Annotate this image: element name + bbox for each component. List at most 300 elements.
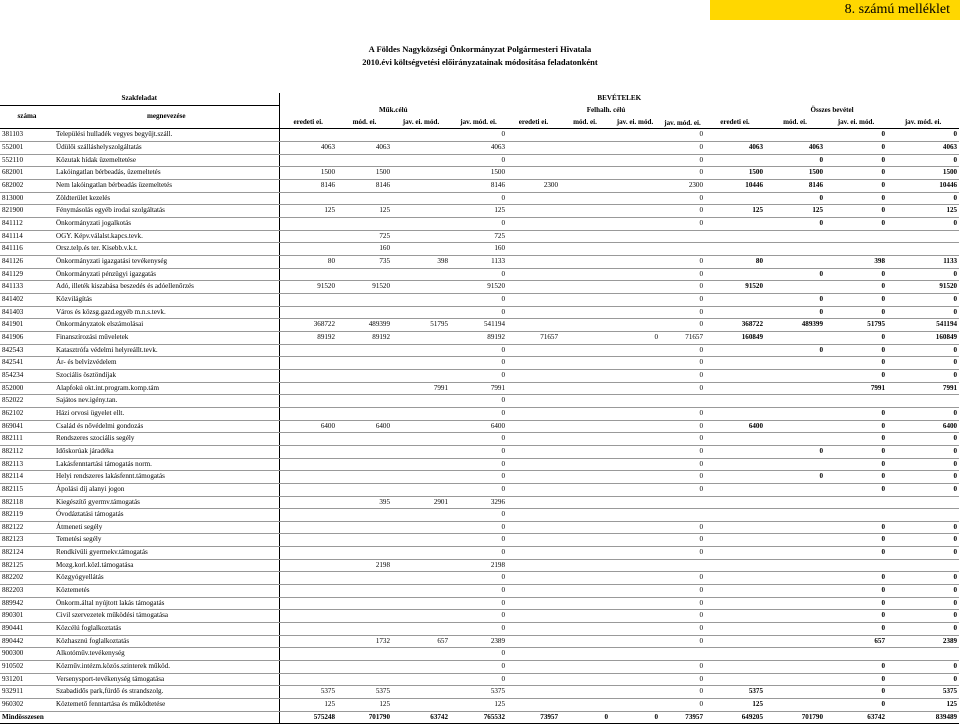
row-value bbox=[279, 483, 337, 496]
row-value bbox=[560, 205, 610, 218]
table-row bbox=[0, 521, 959, 534]
row-value bbox=[337, 534, 392, 547]
total-row bbox=[0, 711, 959, 724]
row-value bbox=[392, 344, 450, 357]
row-value: 0 bbox=[450, 192, 507, 205]
total-value: 73957 bbox=[507, 711, 560, 724]
row-name: Önkormányzati jogalkotás bbox=[54, 218, 279, 231]
table-row bbox=[0, 243, 959, 256]
row-value: 0 bbox=[660, 382, 705, 395]
table-row bbox=[0, 458, 959, 471]
row-value: 0 bbox=[660, 407, 705, 420]
row-value bbox=[705, 635, 765, 648]
row-value: 0 bbox=[887, 192, 959, 205]
row-value: 160 bbox=[450, 243, 507, 256]
row-value bbox=[610, 559, 660, 572]
row-value: 0 bbox=[660, 610, 705, 623]
row-value bbox=[705, 509, 765, 522]
row-name: Átmeneti segély bbox=[54, 521, 279, 534]
row-value: 0 bbox=[660, 205, 705, 218]
row-value bbox=[560, 281, 610, 294]
row-value bbox=[507, 218, 560, 231]
row-value: 0 bbox=[450, 623, 507, 636]
row-value bbox=[660, 559, 705, 572]
table-row bbox=[0, 496, 959, 509]
row-value bbox=[705, 306, 765, 319]
row-value bbox=[560, 521, 610, 534]
row-value bbox=[392, 661, 450, 674]
row-value: 0 bbox=[450, 357, 507, 370]
row-value bbox=[507, 686, 560, 699]
row-value bbox=[392, 509, 450, 522]
row-name: Nem lakóingatlan bérbeadás üzemeltetés bbox=[54, 180, 279, 193]
row-value: 0 bbox=[825, 357, 887, 370]
row-code: 841403 bbox=[0, 306, 54, 319]
row-name: Önkormányzati pénzügyi igazgatás bbox=[54, 268, 279, 281]
table-row bbox=[0, 306, 959, 319]
row-value bbox=[279, 597, 337, 610]
row-value: 0 bbox=[887, 547, 959, 560]
table-row bbox=[0, 142, 959, 155]
row-value: 0 bbox=[825, 458, 887, 471]
table-row bbox=[0, 471, 959, 484]
row-value: 368722 bbox=[705, 319, 765, 332]
row-code: 842541 bbox=[0, 357, 54, 370]
row-value: 541194 bbox=[887, 319, 959, 332]
row-value: 0 bbox=[660, 521, 705, 534]
row-value bbox=[279, 509, 337, 522]
row-name: Szabadidős park,fürdő és strandszolg. bbox=[54, 686, 279, 699]
row-value: 0 bbox=[660, 458, 705, 471]
row-value: 0 bbox=[825, 344, 887, 357]
row-value: 0 bbox=[450, 509, 507, 522]
row-value bbox=[507, 306, 560, 319]
header-col: jav. ei. mód. bbox=[610, 117, 660, 129]
row-value bbox=[705, 547, 765, 560]
table-row bbox=[0, 572, 959, 585]
row-value: 0 bbox=[825, 623, 887, 636]
row-value bbox=[765, 433, 825, 446]
row-code: 910502 bbox=[0, 661, 54, 674]
row-name: Üdülői szálláshelyszolgáltatás bbox=[54, 142, 279, 155]
row-value bbox=[337, 382, 392, 395]
header-col: eredeti ei. bbox=[507, 117, 560, 129]
table-row bbox=[0, 585, 959, 598]
row-value: 0 bbox=[825, 483, 887, 496]
row-value bbox=[610, 243, 660, 256]
row-value: 0 bbox=[825, 142, 887, 155]
row-name: Közhasznú foglalkoztatás bbox=[54, 635, 279, 648]
row-value bbox=[279, 673, 337, 686]
row-value: 0 bbox=[450, 218, 507, 231]
row-value: 7991 bbox=[450, 382, 507, 395]
row-value: 0 bbox=[887, 433, 959, 446]
row-value bbox=[560, 180, 610, 193]
row-value bbox=[765, 395, 825, 408]
row-value bbox=[337, 395, 392, 408]
row-code: 552110 bbox=[0, 154, 54, 167]
row-code: 821900 bbox=[0, 205, 54, 218]
row-value bbox=[560, 471, 610, 484]
row-value bbox=[279, 230, 337, 243]
row-value bbox=[765, 623, 825, 636]
row-value: 0 bbox=[660, 154, 705, 167]
row-value bbox=[279, 648, 337, 661]
row-value bbox=[765, 686, 825, 699]
row-value: 0 bbox=[660, 686, 705, 699]
row-name: Ápolási díj alanyi jogon bbox=[54, 483, 279, 496]
row-value bbox=[765, 635, 825, 648]
row-value bbox=[705, 407, 765, 420]
row-value bbox=[337, 547, 392, 560]
header-col: jav. mód. ei. bbox=[450, 117, 507, 129]
table-row bbox=[0, 268, 959, 281]
row-value bbox=[705, 559, 765, 572]
table-row bbox=[0, 648, 959, 661]
row-value: 657 bbox=[825, 635, 887, 648]
table-row bbox=[0, 281, 959, 294]
row-value: 725 bbox=[450, 230, 507, 243]
row-value: 0 bbox=[660, 344, 705, 357]
row-value bbox=[560, 230, 610, 243]
row-value bbox=[705, 585, 765, 598]
row-value bbox=[279, 534, 337, 547]
row-value bbox=[279, 357, 337, 370]
row-value: 5375 bbox=[337, 686, 392, 699]
table-row bbox=[0, 395, 959, 408]
header-mukcelu: Műk.célú bbox=[378, 106, 408, 115]
row-value bbox=[507, 420, 560, 433]
row-value bbox=[560, 192, 610, 205]
row-value bbox=[610, 319, 660, 332]
row-name: Helyi rendszeres lakásfennt.támogatás bbox=[54, 471, 279, 484]
row-value bbox=[705, 483, 765, 496]
row-value: 125 bbox=[765, 205, 825, 218]
row-value: 0 bbox=[887, 445, 959, 458]
row-code: 841116 bbox=[0, 243, 54, 256]
table-row bbox=[0, 597, 959, 610]
row-value bbox=[392, 597, 450, 610]
row-value: 4063 bbox=[887, 142, 959, 155]
row-value bbox=[610, 357, 660, 370]
row-value bbox=[507, 395, 560, 408]
row-value bbox=[392, 395, 450, 408]
row-name: Önkorm.által nyújtott lakás támogatás bbox=[54, 597, 279, 610]
row-value bbox=[560, 597, 610, 610]
row-value bbox=[560, 369, 610, 382]
row-value bbox=[279, 547, 337, 560]
row-value bbox=[560, 699, 610, 712]
row-value: 2389 bbox=[450, 635, 507, 648]
row-value bbox=[507, 344, 560, 357]
table-row bbox=[0, 218, 959, 231]
row-code: 890301 bbox=[0, 610, 54, 623]
total-value: 765532 bbox=[450, 711, 507, 724]
row-value bbox=[825, 559, 887, 572]
total-value: 0 bbox=[560, 711, 610, 724]
row-name: Közutak hídak üzemeltetése bbox=[54, 154, 279, 167]
row-value: 489399 bbox=[337, 319, 392, 332]
row-value: 0 bbox=[887, 306, 959, 319]
row-value bbox=[610, 205, 660, 218]
total-value: 839489 bbox=[887, 711, 959, 724]
row-value bbox=[337, 369, 392, 382]
row-value bbox=[705, 597, 765, 610]
row-value bbox=[279, 395, 337, 408]
row-value: 0 bbox=[825, 572, 887, 585]
row-value bbox=[610, 661, 660, 674]
row-value: 0 bbox=[825, 281, 887, 294]
row-value: 0 bbox=[450, 154, 507, 167]
row-value bbox=[337, 610, 392, 623]
row-name: Város és közsg.gazd.egyéb m.n.s.tevk. bbox=[54, 306, 279, 319]
header-osszes: Összes bevétel bbox=[810, 106, 854, 115]
row-value bbox=[610, 458, 660, 471]
row-value: 0 bbox=[660, 142, 705, 155]
header-col: jav. ei. mód. bbox=[392, 117, 450, 129]
row-value bbox=[765, 483, 825, 496]
row-value: 0 bbox=[825, 306, 887, 319]
row-code: 841402 bbox=[0, 294, 54, 307]
row-code: 882203 bbox=[0, 585, 54, 598]
row-value bbox=[610, 129, 660, 142]
total-value: 575248 bbox=[279, 711, 337, 724]
row-value: 5375 bbox=[450, 686, 507, 699]
row-name: Orsz.telp.és ter. Kisebb.v.k.t. bbox=[54, 243, 279, 256]
row-value bbox=[392, 281, 450, 294]
row-name: Katasztrófa védelmi helyreállt.tevk. bbox=[54, 344, 279, 357]
row-name: Alapfokú okt.int.program.komp.tám bbox=[54, 382, 279, 395]
row-value: 0 bbox=[887, 673, 959, 686]
row-value bbox=[507, 471, 560, 484]
row-value: 71657 bbox=[660, 331, 705, 344]
row-value bbox=[765, 420, 825, 433]
row-value: 0 bbox=[887, 661, 959, 674]
row-value: 0 bbox=[825, 661, 887, 674]
row-code: 841906 bbox=[0, 331, 54, 344]
table-row bbox=[0, 382, 959, 395]
row-code: 882114 bbox=[0, 471, 54, 484]
row-value: 398 bbox=[825, 256, 887, 269]
table-row bbox=[0, 483, 959, 496]
row-value: 0 bbox=[660, 597, 705, 610]
row-value bbox=[507, 230, 560, 243]
row-code: 890442 bbox=[0, 635, 54, 648]
row-value bbox=[887, 243, 959, 256]
row-value bbox=[765, 648, 825, 661]
row-value: 2198 bbox=[450, 559, 507, 572]
row-value bbox=[337, 129, 392, 142]
row-code: 841133 bbox=[0, 281, 54, 294]
table-row bbox=[0, 192, 959, 205]
row-value: 2901 bbox=[392, 496, 450, 509]
row-value bbox=[392, 129, 450, 142]
row-value bbox=[279, 572, 337, 585]
row-value: 0 bbox=[660, 483, 705, 496]
row-value: 0 bbox=[660, 167, 705, 180]
row-value bbox=[337, 192, 392, 205]
row-value: 0 bbox=[450, 547, 507, 560]
row-value bbox=[507, 699, 560, 712]
row-value bbox=[279, 559, 337, 572]
row-value bbox=[560, 635, 610, 648]
row-value: 4063 bbox=[279, 142, 337, 155]
row-name: Fénymásolás egyéb irodai szolgáltatás bbox=[54, 205, 279, 218]
row-value bbox=[337, 521, 392, 534]
row-value bbox=[507, 673, 560, 686]
total-value: 73957 bbox=[660, 711, 705, 724]
row-value: 0 bbox=[450, 306, 507, 319]
row-value bbox=[279, 268, 337, 281]
row-value bbox=[392, 154, 450, 167]
row-code: 381103 bbox=[0, 129, 54, 142]
row-value: 0 bbox=[450, 521, 507, 534]
row-value: 0 bbox=[765, 294, 825, 307]
row-value: 125 bbox=[887, 205, 959, 218]
table-row bbox=[0, 331, 959, 344]
row-value: 0 bbox=[660, 306, 705, 319]
row-value bbox=[765, 597, 825, 610]
row-value: 0 bbox=[887, 268, 959, 281]
row-value bbox=[825, 243, 887, 256]
row-value: 91520 bbox=[450, 281, 507, 294]
row-value bbox=[392, 458, 450, 471]
row-value bbox=[610, 230, 660, 243]
row-value bbox=[887, 496, 959, 509]
row-value bbox=[560, 496, 610, 509]
row-value bbox=[560, 319, 610, 332]
row-value bbox=[507, 382, 560, 395]
row-value bbox=[705, 129, 765, 142]
row-value bbox=[337, 585, 392, 598]
row-value bbox=[507, 357, 560, 370]
row-value: 0 bbox=[450, 648, 507, 661]
row-value: 1500 bbox=[705, 167, 765, 180]
row-code: 682001 bbox=[0, 167, 54, 180]
row-value: 10446 bbox=[887, 180, 959, 193]
row-value bbox=[560, 534, 610, 547]
row-value bbox=[507, 547, 560, 560]
row-value: 2300 bbox=[660, 180, 705, 193]
header-col: eredeti ei. bbox=[705, 117, 765, 129]
row-code: 842543 bbox=[0, 344, 54, 357]
row-value bbox=[765, 547, 825, 560]
row-value: 0 bbox=[887, 294, 959, 307]
total-value: 63742 bbox=[825, 711, 887, 724]
row-value: 0 bbox=[887, 344, 959, 357]
row-value: 0 bbox=[887, 610, 959, 623]
row-value bbox=[337, 306, 392, 319]
row-code: 882118 bbox=[0, 496, 54, 509]
row-value: 0 bbox=[450, 369, 507, 382]
row-value: 0 bbox=[660, 369, 705, 382]
row-value: 0 bbox=[450, 294, 507, 307]
row-value: 4063 bbox=[337, 142, 392, 155]
row-value: 0 bbox=[450, 572, 507, 585]
row-value: 368722 bbox=[279, 319, 337, 332]
row-value bbox=[337, 673, 392, 686]
row-value bbox=[560, 673, 610, 686]
row-value bbox=[507, 167, 560, 180]
budget-table bbox=[0, 93, 959, 724]
row-value bbox=[765, 559, 825, 572]
row-code: 882124 bbox=[0, 547, 54, 560]
row-value bbox=[887, 509, 959, 522]
header-szama: száma bbox=[0, 105, 54, 129]
row-value: 91520 bbox=[887, 281, 959, 294]
row-value bbox=[507, 509, 560, 522]
row-value bbox=[660, 509, 705, 522]
row-value: 125 bbox=[337, 205, 392, 218]
row-value bbox=[705, 395, 765, 408]
row-value bbox=[560, 509, 610, 522]
row-value bbox=[279, 154, 337, 167]
row-value bbox=[610, 369, 660, 382]
row-value bbox=[705, 496, 765, 509]
row-value bbox=[610, 154, 660, 167]
row-name: Időskorúak járadéka bbox=[54, 445, 279, 458]
row-value: 4063 bbox=[765, 142, 825, 155]
row-value bbox=[705, 218, 765, 231]
row-value: 125 bbox=[705, 699, 765, 712]
row-value bbox=[279, 471, 337, 484]
row-value bbox=[279, 129, 337, 142]
row-value bbox=[560, 572, 610, 585]
table-row bbox=[0, 129, 959, 142]
row-name: Adó, illeték kiszabása beszedés és adóellenőrzés bbox=[54, 281, 279, 294]
row-value bbox=[887, 230, 959, 243]
row-value: 125 bbox=[279, 205, 337, 218]
table-row bbox=[0, 256, 959, 269]
row-value: 5375 bbox=[705, 686, 765, 699]
row-value: 8146 bbox=[337, 180, 392, 193]
row-value: 51795 bbox=[825, 319, 887, 332]
row-value: 1133 bbox=[450, 256, 507, 269]
row-value bbox=[705, 534, 765, 547]
row-value: 91520 bbox=[279, 281, 337, 294]
table-row bbox=[0, 559, 959, 572]
row-value: 725 bbox=[337, 230, 392, 243]
row-value: 6400 bbox=[705, 420, 765, 433]
row-value bbox=[337, 218, 392, 231]
document-title: A Földes Nagyközségi Önkormányzat Polgármesteri Hivatala bbox=[368, 44, 592, 54]
row-value bbox=[392, 585, 450, 598]
row-value bbox=[610, 256, 660, 269]
row-value bbox=[765, 661, 825, 674]
row-value: 0 bbox=[825, 180, 887, 193]
row-value bbox=[560, 610, 610, 623]
row-value bbox=[705, 648, 765, 661]
row-value bbox=[279, 610, 337, 623]
row-name: Önkormányzatok elszámolásai bbox=[54, 319, 279, 332]
row-value bbox=[560, 483, 610, 496]
row-code: 852000 bbox=[0, 382, 54, 395]
row-value bbox=[705, 572, 765, 585]
row-value bbox=[765, 230, 825, 243]
table-row bbox=[0, 433, 959, 446]
row-value bbox=[507, 648, 560, 661]
row-value bbox=[705, 369, 765, 382]
header-megnevezese: megnevezése bbox=[54, 105, 279, 129]
row-value bbox=[560, 420, 610, 433]
row-value bbox=[765, 256, 825, 269]
row-code: 682002 bbox=[0, 180, 54, 193]
row-value bbox=[507, 129, 560, 142]
row-value bbox=[279, 218, 337, 231]
row-value: 0 bbox=[825, 129, 887, 142]
row-value bbox=[705, 521, 765, 534]
row-value bbox=[560, 585, 610, 598]
